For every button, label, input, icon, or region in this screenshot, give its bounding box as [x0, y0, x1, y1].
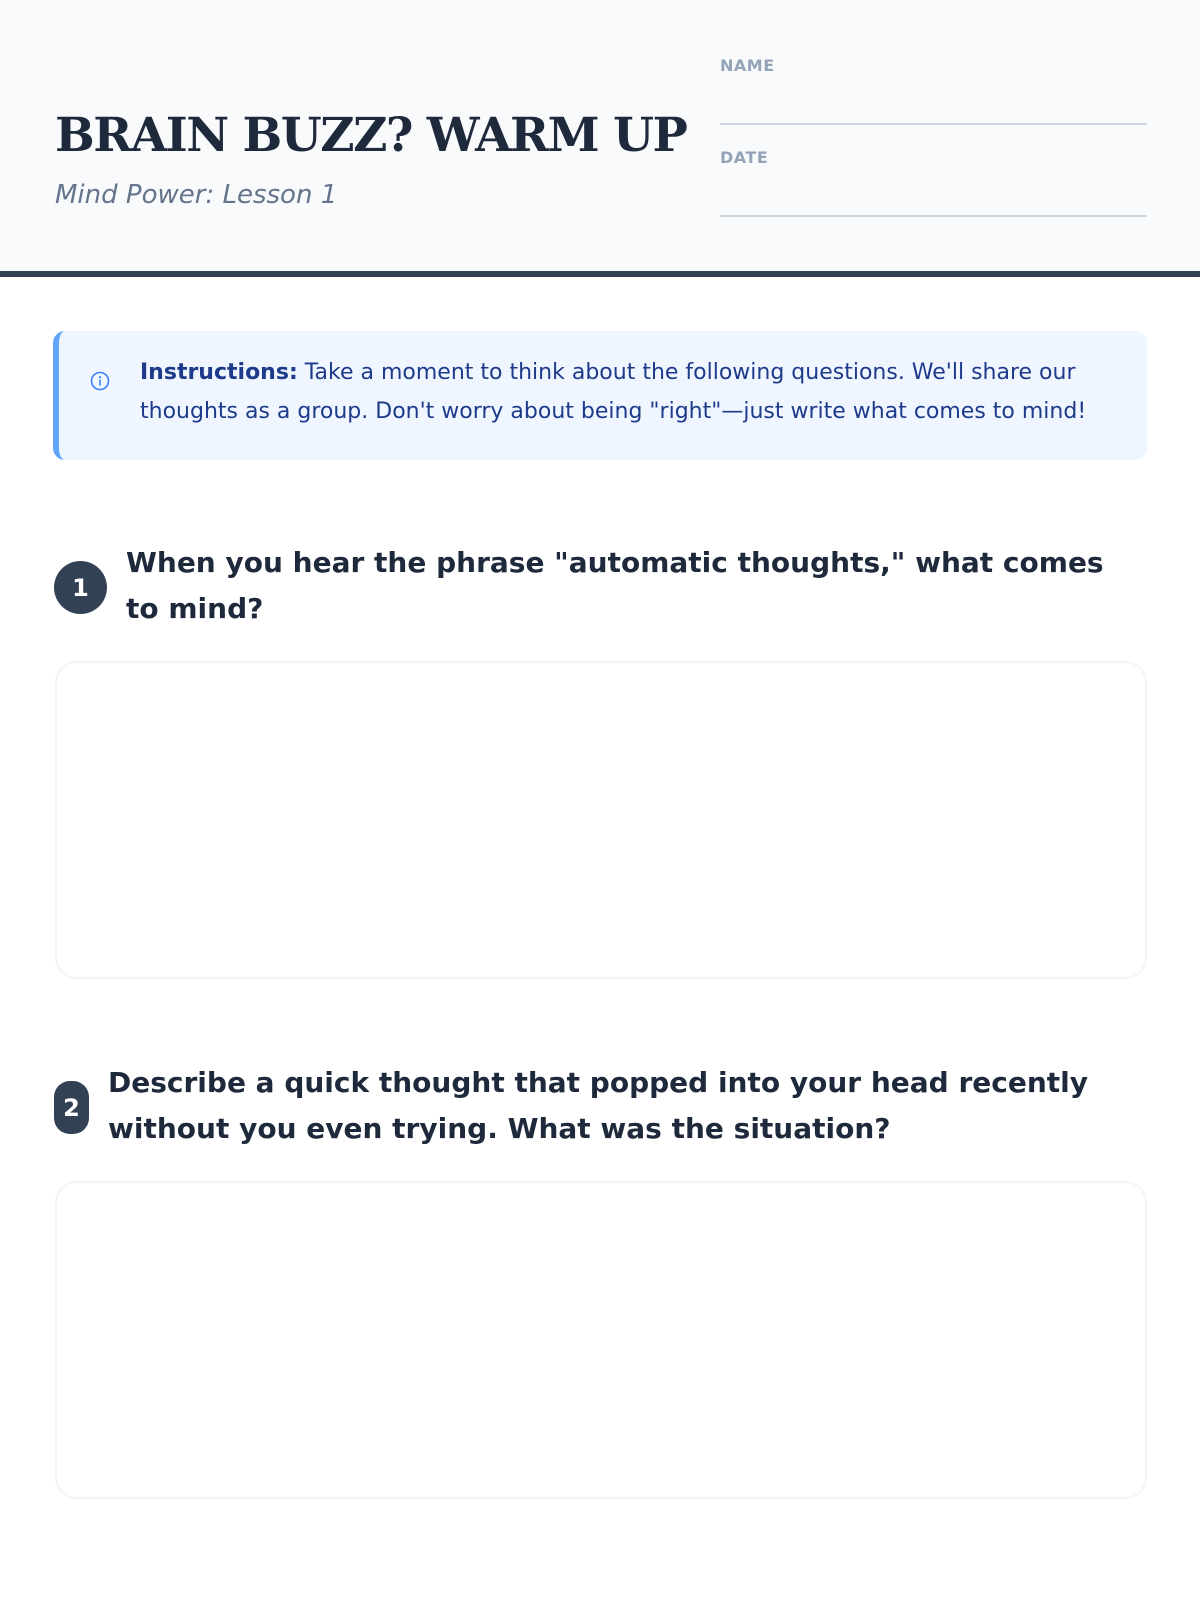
instructions-callout: [53, 331, 1147, 460]
worksheet-header: [0, 0, 1200, 277]
instructions-text: [140, 353, 1130, 431]
instructions-body: Take a moment to think about the following questions. We'll share our thoughts as a group. Don't worry about being "right"—just write what comes to mind!: [140, 360, 1087, 424]
date-field-line[interactable]: [720, 215, 1147, 217]
question-number-badge: 1: [54, 561, 107, 614]
question-2-text: Describe a quick thought that popped into your head recently without you even trying. What was the situation?: [108, 1066, 1088, 1145]
name-field-line[interactable]: [720, 123, 1147, 125]
lesson-subtitle: Mind Power: Lesson 1: [55, 180, 338, 210]
info-icon: [90, 371, 110, 391]
answer-box-1[interactable]: [55, 661, 1147, 979]
answer-box-2[interactable]: [55, 1181, 1147, 1499]
name-label: NAME: [720, 56, 775, 75]
page-title: BRAIN BUZZ? WARM UP: [55, 108, 687, 163]
date-label: DATE: [720, 148, 769, 167]
instructions-label: Instructions:: [140, 360, 298, 385]
question-1-text: When you hear the phrase "automatic thoughts," what comes to mind?: [126, 546, 1104, 625]
question-number-badge: 2: [54, 1081, 89, 1134]
